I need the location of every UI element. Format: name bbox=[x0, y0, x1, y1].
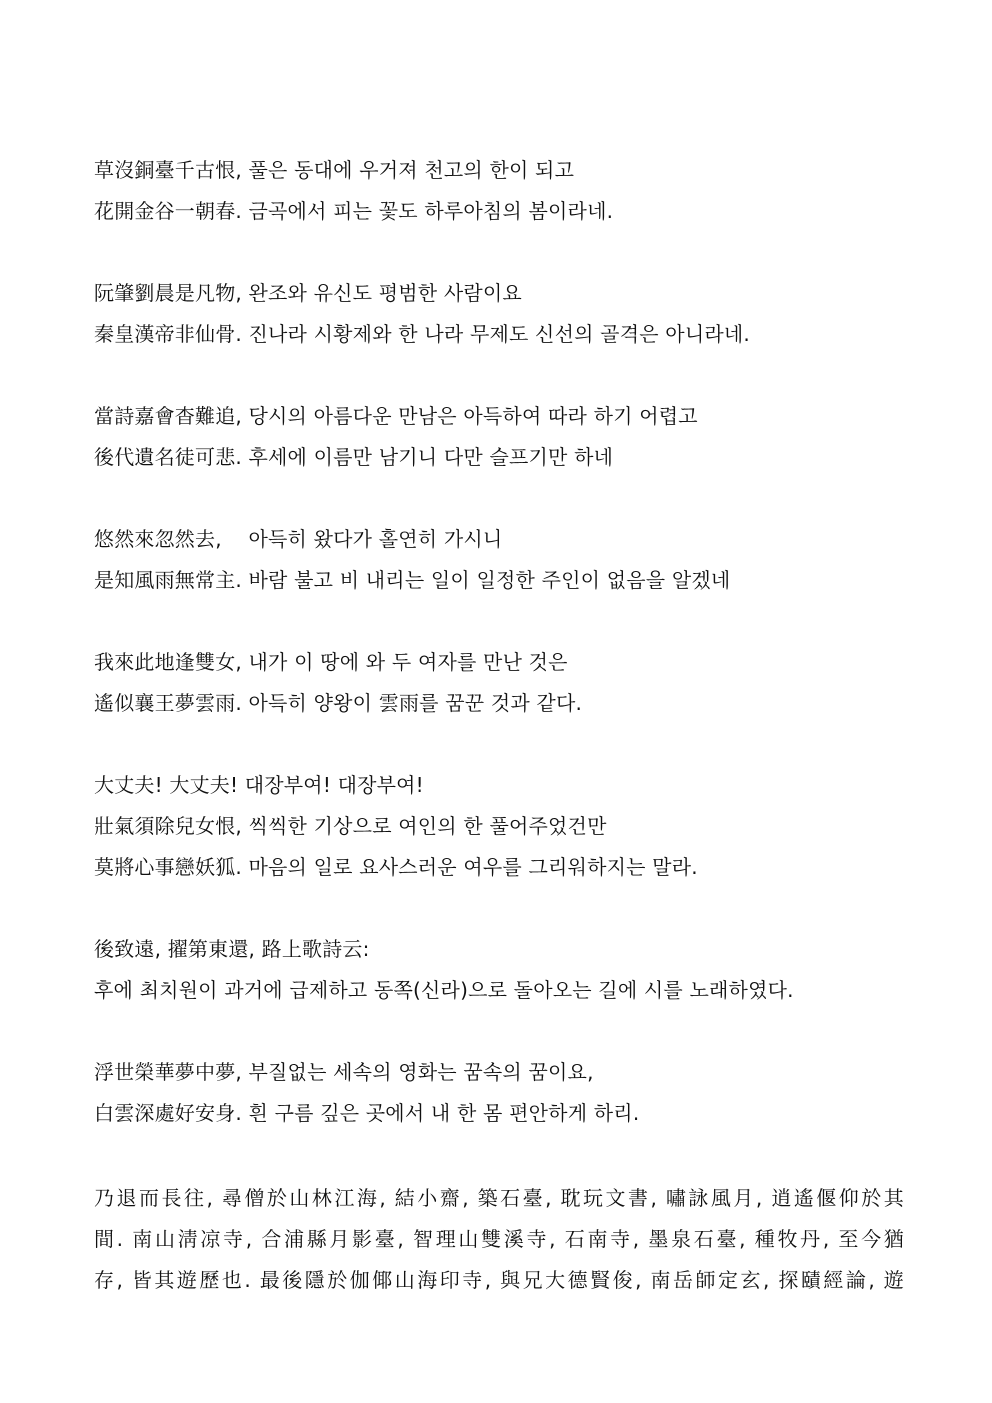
prose-line: 間. 南山淸凉寺, 合浦縣月影臺, 智理山雙溪寺, 石南寺, 墨泉石臺, 種牧丹, 至今猶 bbox=[94, 1227, 904, 1251]
stanza bbox=[94, 396, 904, 478]
stanza-gap bbox=[94, 478, 904, 519]
verse-line: 花開金谷一朝春. 금곡에서 피는 꽃도 하루아침의 봄이라네. bbox=[94, 199, 614, 223]
stanza-gap bbox=[94, 355, 904, 396]
verse-line: 壯氣須除兒女恨, 씩씩한 기상으로 여인의 한 풀어주었건만 bbox=[94, 814, 607, 838]
verse-line: 是知風雨無常主. 바람 불고 비 내리는 일이 일정한 주인이 없음을 알겠네 bbox=[94, 568, 731, 592]
stanza-gap bbox=[94, 888, 904, 929]
verse-line: 大丈夫! 大丈夫! 대장부여! 대장부여! bbox=[94, 773, 424, 797]
stanza bbox=[94, 150, 904, 232]
verse-line: 遙似襄王夢雲雨. 아득히 양왕이 雲雨를 꿈꾼 것과 같다. bbox=[94, 691, 583, 715]
stanza-gap bbox=[94, 724, 904, 765]
prose-paragraph bbox=[94, 1178, 904, 1301]
stanza-gap bbox=[94, 232, 904, 273]
stanza-gap bbox=[94, 1134, 904, 1178]
verse-line: 白雲深處好安身. 흰 구름 깊은 곳에서 내 한 몸 편안하게 하리. bbox=[94, 1101, 640, 1125]
verse-line: 秦皇漢帝非仙骨. 진나라 시황제와 한 나라 무제도 신선의 골격은 아니라네. bbox=[94, 322, 750, 346]
stanza bbox=[94, 642, 904, 724]
prose-line: 乃退而長往, 尋僧於山林江海, 結小齋, 築石臺, 耽玩文書, 嘯詠風月, 逍遙偃仰於其 bbox=[94, 1186, 904, 1210]
stanza bbox=[94, 519, 904, 601]
verse-line: 阮肇劉晨是凡物, 완조와 유신도 평범한 사람이요 bbox=[94, 281, 522, 305]
verse-line: 浮世榮華夢中夢, 부질없는 세속의 영화는 꿈속의 꿈이요, bbox=[94, 1060, 594, 1084]
stanza bbox=[94, 273, 904, 355]
verse-line: 後致遠, 擢第東還, 路上歌詩云: bbox=[94, 937, 370, 961]
verse-line: 當詩嘉會杳難追, 당시의 아름다운 만남은 아득하여 따라 하기 어렵고 bbox=[94, 404, 698, 428]
stanza bbox=[94, 929, 904, 1011]
stanza-gap bbox=[94, 601, 904, 642]
stanza bbox=[94, 765, 904, 888]
stanza-gap bbox=[94, 1011, 904, 1052]
verse-line: 草沒銅臺千古恨, 풀은 동대에 우거져 천고의 한이 되고 bbox=[94, 158, 575, 182]
verse-line: 悠然來忽然去, 아득히 왔다가 홀연히 가시니 bbox=[94, 527, 503, 551]
document-body bbox=[94, 150, 904, 1301]
verse-line: 莫將心事戀妖狐. 마음의 일로 요사스러운 여우를 그리워하지는 말라. bbox=[94, 855, 698, 879]
verse-line: 後代遺名徒可悲. 후세에 이름만 남기니 다만 슬프기만 하네 bbox=[94, 445, 614, 469]
prose-line: 存, 皆其遊歷也. 最後隱於伽倻山海印寺, 與兄大德賢俊, 南岳師定玄, 探賾經論, 遊 bbox=[94, 1268, 904, 1292]
verse-line: 후에 최치원이 과거에 급제하고 동쪽(신라)으로 돌아오는 길에 시를 노래하였다. bbox=[94, 978, 794, 1002]
verse-line: 我來此地逢雙女, 내가 이 땅에 와 두 여자를 만난 것은 bbox=[94, 650, 568, 674]
stanza bbox=[94, 1052, 904, 1134]
